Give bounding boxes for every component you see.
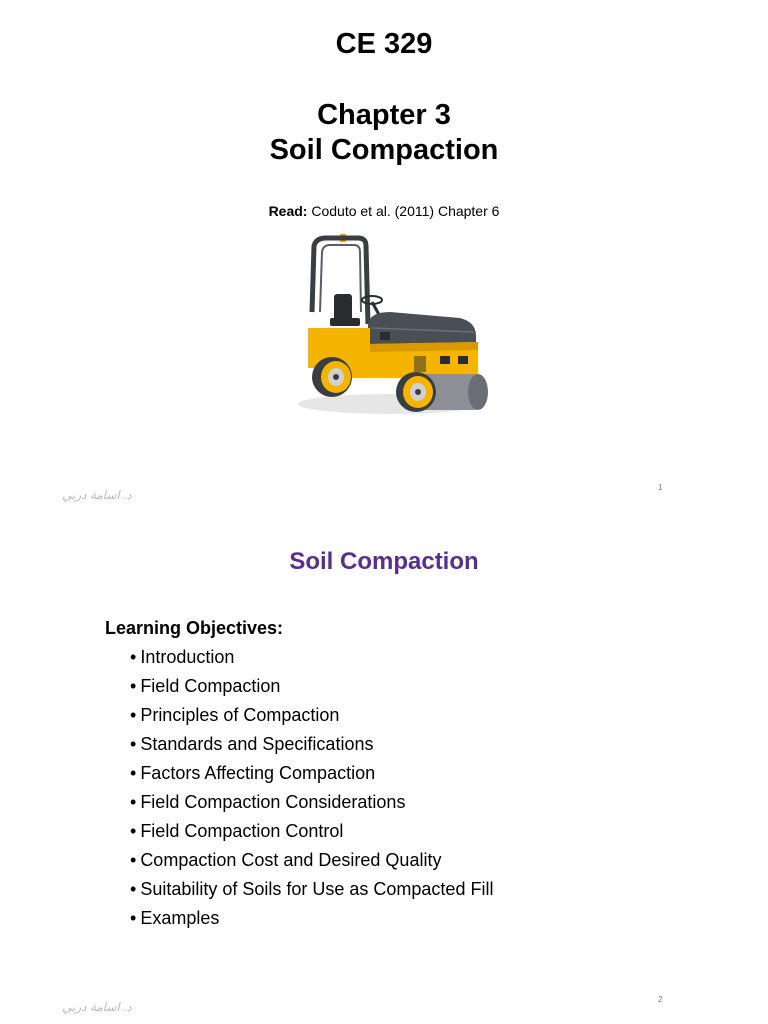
list-item: [130, 645, 493, 674]
bullet: •: [130, 879, 137, 899]
objective-text: Factors Affecting Compaction: [140, 763, 376, 783]
list-item: [130, 848, 493, 877]
bullet: •: [130, 792, 137, 812]
objectives-heading: Learning Objectives:: [105, 618, 284, 638]
list-item: [130, 703, 493, 732]
course-code: CE 329: [335, 28, 433, 60]
objective-text: Principles of Compaction: [140, 705, 340, 725]
objective-text: Suitability of Soils for Use as Compacted Fill: [140, 879, 494, 899]
list-item: [130, 674, 493, 703]
objective-text: Introduction: [140, 647, 235, 667]
bullet: •: [130, 734, 137, 754]
bullet: •: [130, 705, 137, 725]
bullet: •: [130, 850, 137, 870]
objective-text: Field Compaction Considerations: [140, 792, 406, 812]
bullet: •: [130, 647, 137, 667]
chapter-heading: [0, 98, 768, 168]
objective-text: Standards and Specifications: [140, 734, 374, 754]
objectives-list: [130, 645, 493, 935]
slide-2: [0, 512, 768, 1024]
page-number: 1: [658, 483, 663, 492]
list-item: [130, 790, 493, 819]
reading-reference: [0, 203, 768, 219]
bullet: •: [130, 676, 137, 696]
objective-text: Field Compaction: [140, 676, 281, 696]
list-item: [130, 877, 493, 906]
list-item: [130, 761, 493, 790]
list-item: [130, 732, 493, 761]
road-roller-image: [290, 232, 490, 422]
page-number: 2: [658, 995, 663, 1004]
objective-text: Field Compaction Control: [140, 821, 344, 841]
bullet: •: [130, 908, 137, 928]
read-text: Coduto et al. (2011) Chapter 6: [307, 203, 500, 219]
objective-text: Examples: [140, 908, 220, 928]
footer-author: د. اسامة دربي: [62, 488, 132, 502]
list-item: [130, 906, 493, 935]
list-item: [130, 819, 493, 848]
chapter-number: Chapter 3: [317, 99, 451, 131]
chapter-title: Soil Compaction: [269, 134, 499, 166]
slide-title: Soil Compaction: [289, 548, 479, 575]
read-label: Read:: [268, 203, 308, 219]
bullet: •: [130, 763, 137, 783]
objective-text: Compaction Cost and Desired Quality: [140, 850, 442, 870]
footer-author: د. اسامة دربي: [62, 1000, 132, 1014]
bullet: •: [130, 821, 137, 841]
